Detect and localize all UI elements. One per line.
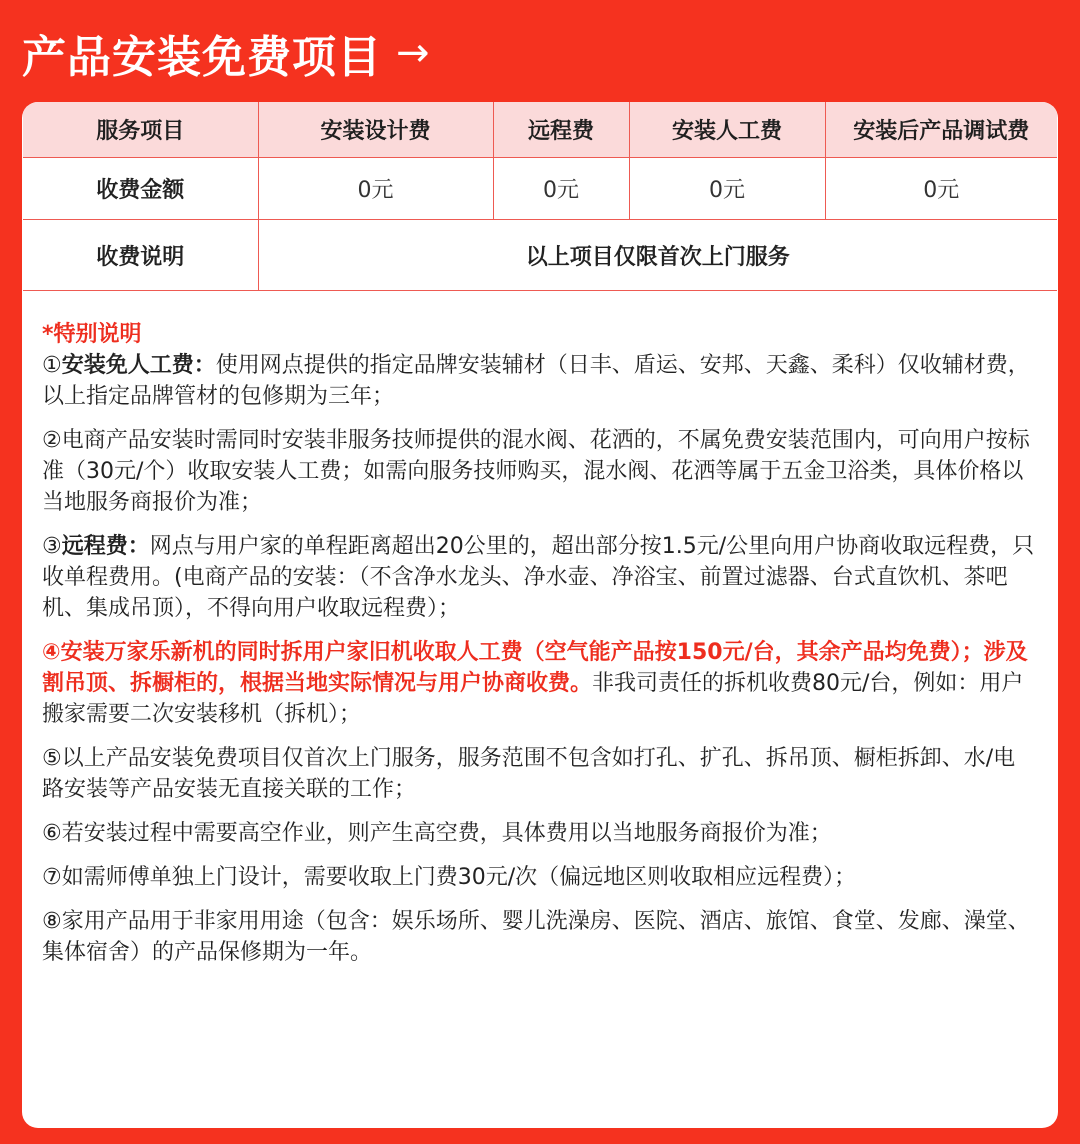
list-item xyxy=(42,531,1036,624)
item-text: 非我司责任的拆机收费80元/台，例如：用户搬家需要二次安装移机（拆机）； xyxy=(42,671,1024,727)
table-row-note xyxy=(23,220,1057,291)
special-notes xyxy=(22,291,1058,968)
item-number: ⑤ xyxy=(42,746,62,771)
item-number: ⑥ xyxy=(42,821,62,846)
table-header-cell: 服务项目 xyxy=(23,102,258,158)
item-number: ⑦ xyxy=(42,865,62,890)
item-text: 电商产品安装时需同时安装非服务技师提供的混水阀、花洒的，不属免费安装范围内，可向用户按标准（30元/个）收取安装人工费；如需向服务技师购买，混水阀、花洒等属于五金卫浴类，具体价格以当地服务商报价为准； xyxy=(42,428,1030,515)
table-header-cell: 安装人工费 xyxy=(629,102,825,158)
note-cell: 以上项目仅限首次上门服务 xyxy=(258,220,1057,291)
amount-cell: 0元 xyxy=(825,158,1057,220)
table-header-cell: 远程费 xyxy=(493,102,629,158)
list-item xyxy=(42,425,1036,518)
arrow-right-icon: → xyxy=(396,30,430,76)
list-item xyxy=(42,906,1036,968)
item-heading: 安装免人工费： xyxy=(61,353,216,378)
table-header-row xyxy=(23,102,1057,158)
list-item xyxy=(42,862,1036,893)
list-item xyxy=(42,743,1036,805)
page-title: 产品安装免费项目 xyxy=(22,32,382,83)
list-item xyxy=(42,818,1036,849)
item-text: 使用网点提供的指定品牌安装辅材（日丰、盾运、安邦、天鑫、柔科）仅收辅材费，以上指定品牌管材的包修期为三年； xyxy=(42,353,1030,409)
amount-cell: 0元 xyxy=(258,158,493,220)
table-row-amount xyxy=(23,158,1057,220)
item-number: ② xyxy=(42,428,62,453)
table-header-cell: 安装后产品调试费 xyxy=(825,102,1057,158)
fee-table xyxy=(23,102,1057,291)
item-text: 如需师傅单独上门设计，需要收取上门费30元/次（偏远地区则收取相应远程费）； xyxy=(61,865,857,890)
item-heading: 远程费： xyxy=(61,534,150,559)
page-header xyxy=(22,18,430,88)
amount-cell: 0元 xyxy=(629,158,825,220)
content-card xyxy=(22,102,1058,1128)
item-number: ① xyxy=(42,353,62,378)
special-notes-title: *特别说明 xyxy=(42,322,142,347)
amount-cell: 0元 xyxy=(493,158,629,220)
item-text: 家用产品用于非家用用途（包含：娱乐场所、婴儿洗澡房、医院、酒店、旅馆、食堂、发廊、澡堂、集体宿舍）的产品保修期为一年。 xyxy=(42,909,1030,965)
item-text: 网点与用户家的单程距离超出20公里的，超出部分按1.5元/公里向用户协商收取远程费，只收单程费用。(电商产品的安装：（不含净水龙头、净水壶、净浴宝、前置过滤器、台式直饮机、茶吧机、集成吊顶），不得向用户收取远程费）； xyxy=(42,534,1035,621)
row-label: 收费说明 xyxy=(23,220,258,291)
item-text: 以上产品安装免费项目仅首次上门服务，服务范围不包含如打孔、扩孔、拆吊顶、橱柜拆卸、水/电路安装等产品安装无直接关联的工作； xyxy=(42,746,1016,802)
item-text: 若安装过程中需要高空作业，则产生高空费，具体费用以当地服务商报价为准； xyxy=(61,821,832,846)
row-label: 收费金额 xyxy=(23,158,258,220)
item-highlight: 安装万家乐新机的同时拆用户家旧机收取人工费（空气能产品按150元/台，其余产品均免费）；涉及割吊顶、拆橱柜的，根据当地实际情况与用户协商收费。 xyxy=(42,640,1028,696)
list-item xyxy=(42,637,1036,730)
item-number: ③ xyxy=(42,534,62,559)
list-item xyxy=(42,350,1036,412)
item-number: ⑧ xyxy=(42,909,62,934)
table-header-cell: 安装设计费 xyxy=(258,102,493,158)
item-number: ④ xyxy=(42,640,61,665)
